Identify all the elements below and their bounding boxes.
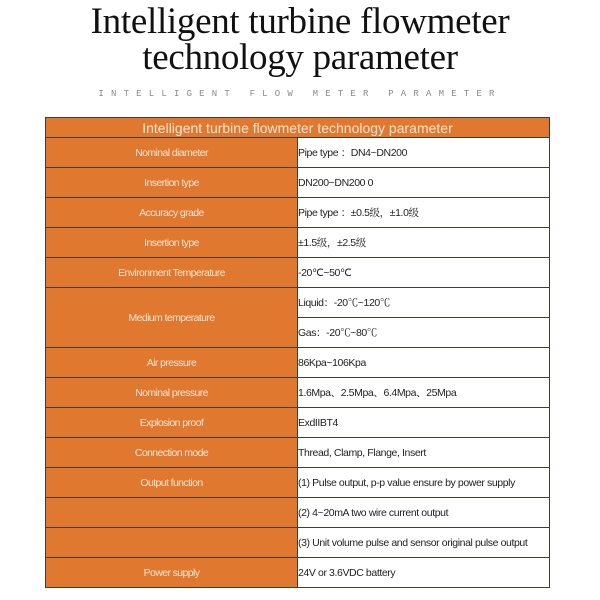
row-label [46, 498, 298, 528]
row-label: Output function [46, 468, 298, 498]
row-value: (2) 4~20mA two wire current output [298, 498, 550, 528]
row-value: Liquid：-20℃~120℃ [298, 288, 550, 318]
row-label: Medium temperature [46, 288, 298, 348]
row-label: Air pressure [46, 348, 298, 378]
row-value: Thread, Clamp, Flange, Insert [298, 438, 550, 468]
table-row [46, 558, 550, 588]
row-value: ±1.5级，±2.5级 [298, 228, 550, 258]
page-subtitle: INTELLIGENT FLOW METER PARAMETER [98, 89, 502, 99]
table-row [46, 138, 550, 168]
page-title-line-2: technology parameter [142, 37, 458, 78]
table-row [46, 168, 550, 198]
row-label: Nominal diameter [46, 138, 298, 168]
table-row [46, 468, 550, 498]
row-value: 24V or 3.6VDC battery [298, 558, 550, 588]
row-label: Explosion proof [46, 408, 298, 438]
row-value: (1) Pulse output, p-p value ensure by power supply [298, 468, 550, 498]
table-row [46, 408, 550, 438]
table-row [46, 378, 550, 408]
table-row [46, 498, 550, 528]
parameter-table [45, 117, 550, 588]
row-value: (3) Unit volume pulse and sensor original pulse output [298, 528, 550, 558]
row-label [46, 528, 298, 558]
row-label: Accuracy grade [46, 198, 298, 228]
row-value: Pipe type ：±0.5级，±1.0级 [298, 198, 550, 228]
table-header: Intelligent turbine flowmeter technology parameter [46, 118, 550, 138]
table-row [46, 228, 550, 258]
row-value: 86Kpa~106Kpa [298, 348, 550, 378]
row-value: 1.6Mpa、2.5Mpa、6.4Mpa、25Mpa [298, 378, 550, 408]
row-label: Connection mode [46, 438, 298, 468]
row-value: Pipe type ：DN4~DN200 [298, 138, 550, 168]
row-value: ExdIIBT4 [298, 408, 550, 438]
table-row [46, 438, 550, 468]
page-title-line-1: Intelligent turbine flowmeter [90, 1, 510, 42]
table-row [46, 198, 550, 228]
row-label: Power supply [46, 558, 298, 588]
page-title [0, 1, 600, 78]
table-row [46, 258, 550, 288]
row-label: Insertion type [46, 168, 298, 198]
row-label: Insertion type [46, 228, 298, 258]
row-label: Environment Temperature [46, 258, 298, 288]
table-row [46, 348, 550, 378]
table-row [46, 528, 550, 558]
row-label: Nominal pressure [46, 378, 298, 408]
row-value: Gas：-20℃~80℃ [298, 318, 550, 348]
row-value: -20℃~50℃ [298, 258, 550, 288]
row-value: DN200~DN200 0 [298, 168, 550, 198]
table-row [46, 288, 550, 318]
